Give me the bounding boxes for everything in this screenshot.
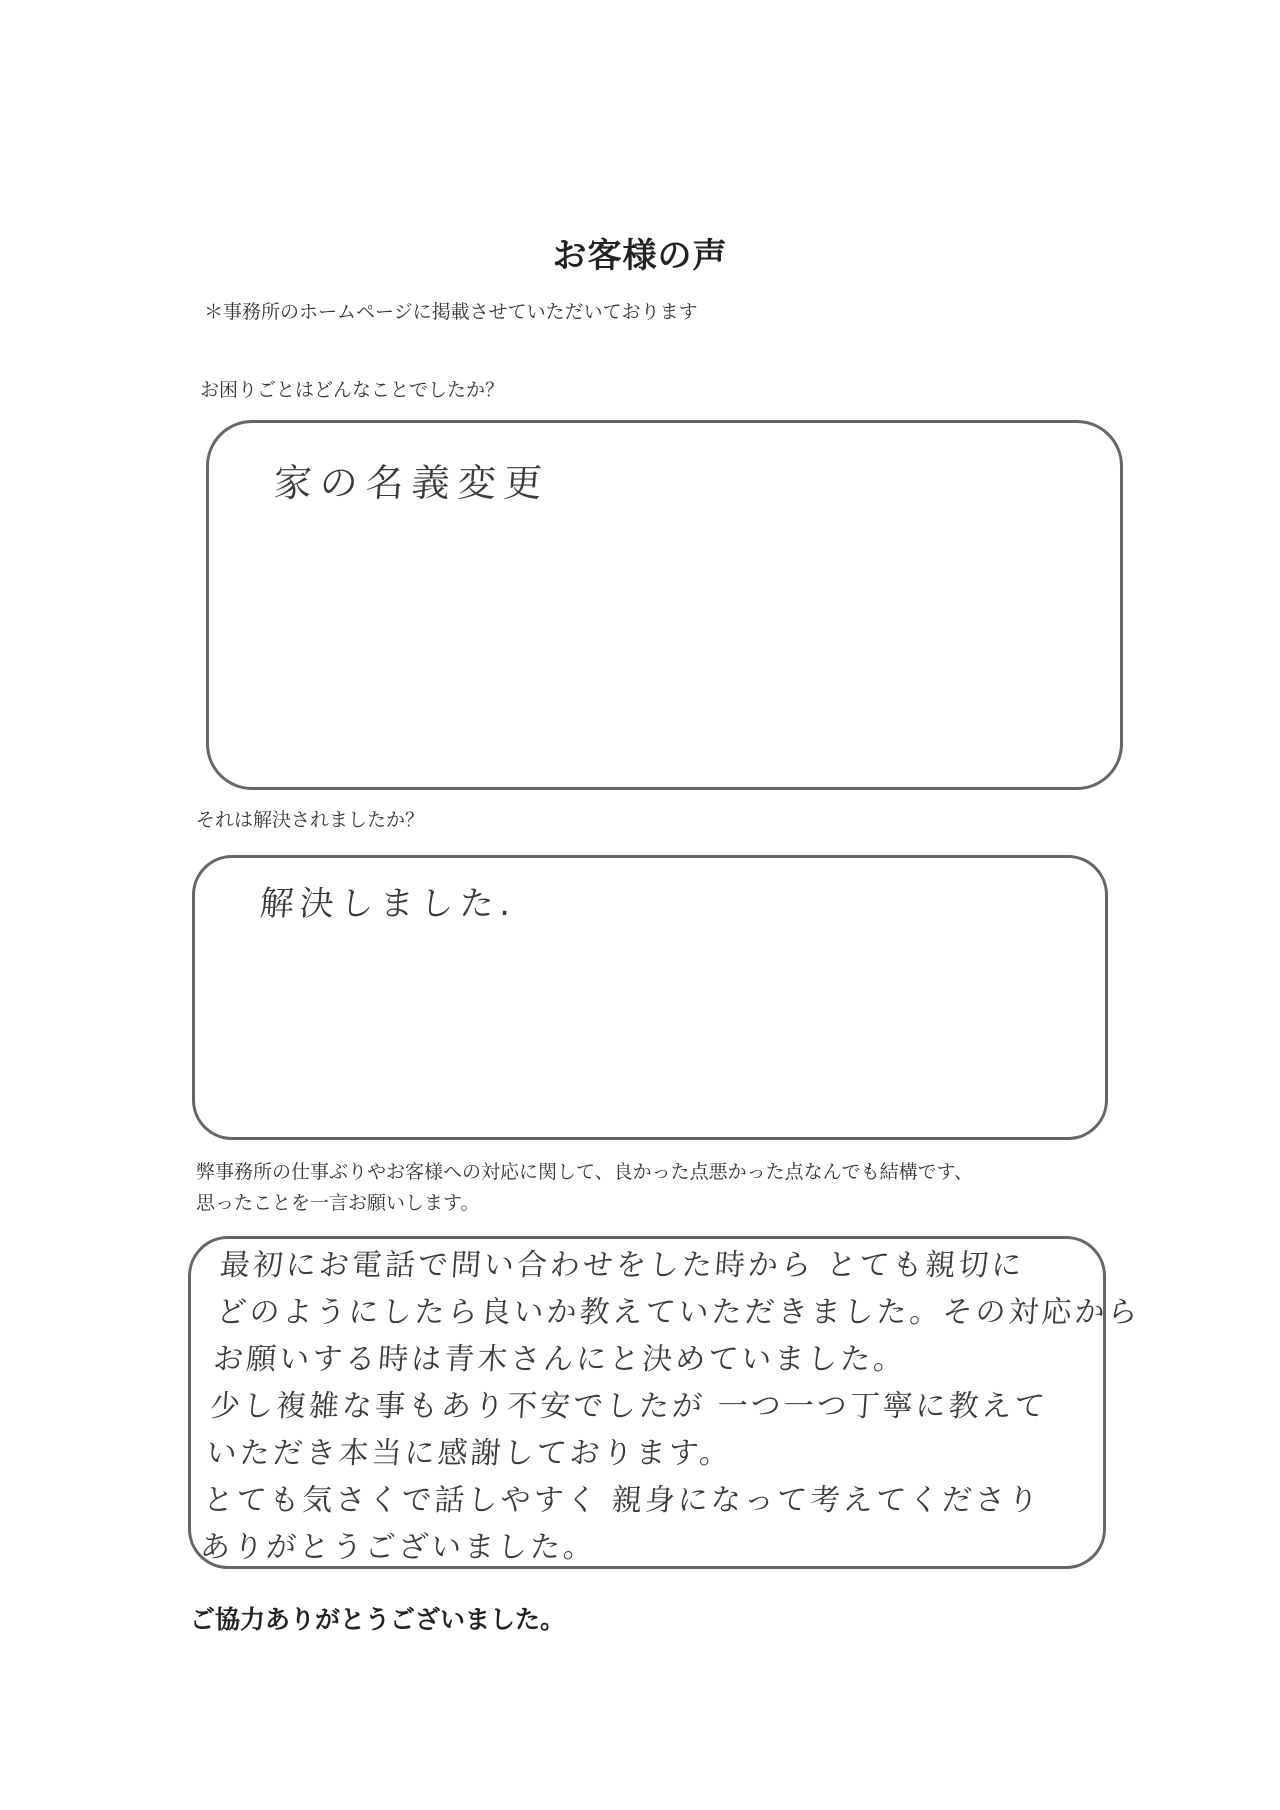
question-2-label: それは解決されましたか？ [196, 809, 425, 831]
question-3-line: 思ったことを一言お願いします。 [196, 1192, 480, 1215]
question-1-label: お困りごとはどんなことでしたか？ [200, 379, 505, 401]
answer-3-line: ありがとうございました。 [198, 1530, 598, 1565]
answer-3-line: いただき本当に感謝しております。 [205, 1436, 734, 1471]
answer-3-line: 最初にお電話で問い合わせをした時から とても親切に [218, 1248, 1026, 1283]
question-3-line: 弊事務所の仕事ぶりやお客様への対応に関して、良かった点悪かった点なんでも結構です、 [196, 1161, 974, 1183]
answer-3-line: 少し複雑な事もあり不安でしたが 一つ一つ丁寧に教えて [208, 1389, 1049, 1424]
answer-3-line: どのようにしたら良いか教えていただきました。その対応から [215, 1295, 1142, 1330]
answer-3-line: お願いする時は青木さんにと決めていました。 [212, 1342, 908, 1377]
answer-2-handwritten: 解決しました. [258, 884, 518, 924]
answer-1-handwritten: 家の名義変更 [272, 461, 552, 505]
closing-thanks: ご協力ありがとうございました。 [190, 1605, 566, 1634]
page-title: お客様の声 [552, 236, 728, 276]
answer-3-handwritten [198, 1242, 1142, 1571]
answer-3-line: とても気さくで話しやすく 親身になって考えてくださり [202, 1483, 1043, 1518]
publication-note: ＊事務所のホームページに掲載させていただいております [204, 301, 698, 323]
question-3-label [196, 1157, 1126, 1220]
